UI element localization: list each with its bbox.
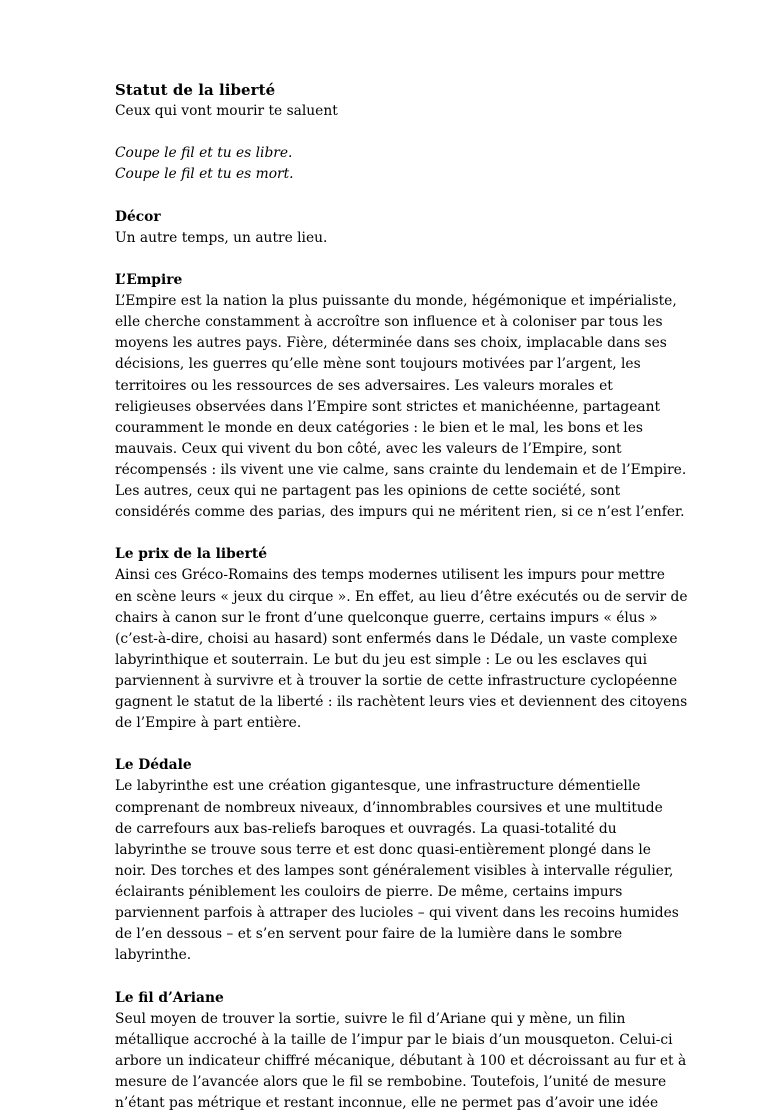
section-body-fil-ariane [115,1009,687,1114]
paragraph-line: éclairants péniblement les couloirs de pierre. De même, certains impurs [115,883,623,900]
paragraph-line: gagnent le statut de la liberté : ils rachètent leurs vies et deviennent des citoyens [115,694,688,710]
document-title: Statut de la liberté [115,81,276,99]
spacer [115,734,671,755]
section-heading-empire: L’Empire [115,272,183,289]
paragraph-line: n’étant pas métrique et restant inconnue, elle ne permet pas d’avoir une idée [115,1094,659,1111]
paragraph-line: parviennent à survivre et à trouver la sortie de cette infrastructure cyclopéenne [115,672,678,689]
section-heading-fil-ariane: Le fil d’Ariane [115,989,224,1006]
paragraph-line: parviennent parfois à attraper des lucioles – qui vivent dans les recoins humides [115,905,679,922]
paragraph-line: Ainsi ces Gréco-Romains des temps modernes utilisent les impurs pour mettre [115,567,665,584]
paragraph-line: Les autres, ceux qui ne partagent pas les opinions de cette société, sont [115,482,621,499]
section-heading-prix-liberte: Le prix de la liberté [115,546,268,563]
paragraph-line: (c’est-à-dire, choisi au hasard) sont enfermés dans le Dédale, un vaste complexe [115,630,678,647]
section-body-empire [115,291,687,523]
document-subtitle: Ceux qui vont mourir te saluent [115,103,338,119]
section-body-prix-liberte [115,565,688,734]
paragraph-line: en scène leurs « jeux du cirque ». En effet, au lieu d’être exécutés ou de servir de [115,588,688,605]
epigraph-line: Coupe le fil et tu es libre. [115,145,293,162]
paragraph-line: labyrinthe se trouve sous terre et est donc quasi-entièrement plongé dans le [115,841,651,858]
section-body-decor [115,228,671,249]
paragraph-line: de l’en dessous – et s’en servent pour faire de la lumière dans le sombre [115,926,623,943]
paragraph-line: de carrefours aux bas-reliefs baroques et ouvragés. La quasi-totalité du [115,820,617,837]
document-page [115,80,688,1114]
paragraph-line: moyens les autres pays. Fière, déterminée dans ses choix, implacable dans ses [115,335,667,352]
paragraph-line: comprenant de nombreux niveaux, d’innombrables coursives et une multitude [115,799,663,816]
paragraph-line: mauvais. Ceux qui vivent du bon côté, avec les valeurs de l’Empire, sont [115,440,622,457]
paragraph-line: chairs à canon sur le front d’une quelconque guerre, certains impurs « élus » [115,609,658,626]
paragraph-line: récompensés : ils vivent une vie calme, sans crainte du lendemain et de l’Empire. [115,461,687,478]
spacer [115,185,671,206]
paragraph-line: arbore un indicateur chiffré mécanique, débutant à 100 et décroissant au fur et à [115,1052,687,1069]
paragraph-line: labyrinthe. [115,947,192,964]
paragraph-line: Un autre temps, un autre lieu. [115,229,328,246]
spacer [115,249,671,270]
spacer [115,122,671,143]
paragraph-line: métallique accroché à la taille de l’impur par le biais d’un mousqueton. Celui-ci [115,1031,673,1048]
paragraph-line: labyrinthique et souterrain. Le but du jeu est simple : Le ou les esclaves qui [115,651,648,668]
paragraph-line: L’Empire est la nation la plus puissante du monde, hégémonique et impérialiste, [115,293,677,310]
paragraph-line: de l’Empire à part entière. [115,715,302,732]
paragraph-line: elle cherche constamment à accroître son influence et à coloniser par tous les [115,314,663,331]
paragraph-line: Le labyrinthe est une création gigantesque, une infrastructure démentielle [115,778,641,795]
paragraph-line: mesure de l’avancée alors que le fil se rembobine. Toutefois, l’unité de mesure [115,1073,667,1090]
spacer [115,523,671,544]
paragraph-line: couramment le monde en deux catégories : le bien et le mal, les bons et les [115,419,643,436]
section-body-dedale [115,776,679,966]
spacer [115,966,671,987]
paragraph-line: territoires ou les ressources de ses adversaires. Les valeurs morales et [115,377,613,394]
paragraph-line: Seul moyen de trouver la sortie, suivre le fil d’Ariane qui y mène, un filin [115,1010,626,1027]
paragraph-line: noir. Des torches et des lampes sont généralement visibles à intervalle régulier, [115,862,674,879]
section-heading-dedale: Le Dédale [115,757,192,774]
section-heading-decor: Décor [115,208,161,225]
paragraph-line: considérés comme des parias, des impurs qui ne méritent rien, si ce n’est l’enfer. [115,504,685,521]
paragraph-line: religieuses observées dans l’Empire sont strictes et manichéenne, partageant [115,398,661,415]
epigraph-line: Coupe le fil et tu es mort. [115,166,294,183]
paragraph-line: décisions, les guerres qu’elle mène sont toujours motivées par l’argent, les [115,356,641,373]
